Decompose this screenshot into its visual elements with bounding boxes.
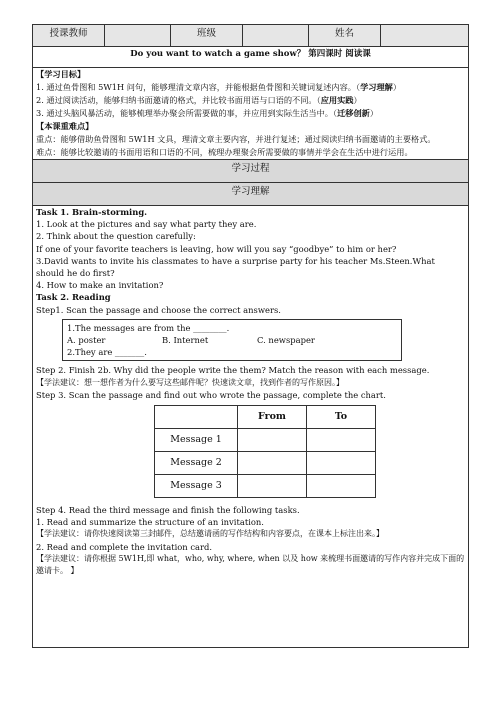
quiz-box	[62, 319, 402, 362]
chart-cell-from[interactable]	[238, 452, 307, 475]
task1-q2-detail: If one of your favorite teachers is leaving, how will you say “goodbye” to him or her?	[36, 243, 397, 254]
keypoint-key: 重点：能够借助鱼骨图和 5W1H 文具，理清文章主要内容，并进行复述；通过阅读归纳书面邀请的主要格式。	[36, 134, 436, 144]
chart-col-from: From	[238, 406, 307, 429]
chart-col-to: To	[307, 406, 376, 429]
tip-2: 【学法建议：请你快速阅读第三封邮件，总结邀请函的写作结构和内容要点，在课本上标注出来。】	[36, 529, 384, 539]
tasks-row	[33, 206, 469, 648]
tasks-cell	[33, 206, 469, 648]
worksheet-table	[32, 24, 469, 648]
section-understanding: 学习理解	[33, 183, 469, 206]
lesson-title: Do you want to watch a game show？ 第四课时 阅读课	[33, 47, 469, 68]
task2-step4: Step 4. Read the third message and finish the following tasks.	[36, 505, 300, 516]
chart-header-row	[155, 406, 376, 429]
chart-cell-to[interactable]	[307, 475, 376, 498]
task1-q4: 4. How to make an invitation?	[36, 280, 164, 291]
chart-cell-from[interactable]	[238, 475, 307, 498]
author-chart	[154, 405, 376, 498]
chart-cell-from[interactable]	[238, 429, 307, 452]
quiz-q2: 2.They are _______.	[67, 347, 147, 358]
task2-heading: Task 2. Reading	[36, 292, 111, 303]
quiz-option-c[interactable]: C. newspaper	[257, 335, 315, 346]
objectives-cell	[33, 68, 469, 160]
chart-row	[155, 475, 376, 498]
chart-corner	[155, 406, 238, 429]
chart-cell-to[interactable]	[307, 429, 376, 452]
quiz-options	[67, 334, 397, 346]
task1-heading: Task 1. Brain-storming.	[36, 207, 148, 217]
task2-step1: Step1. Scan the passage and choose the correct answers.	[36, 304, 281, 315]
process-row	[33, 160, 469, 183]
teacher-value[interactable]	[105, 25, 171, 47]
class-label: 班级	[171, 25, 243, 47]
tip-1: 【学法建议：想一想作者为什么要写这些邮件呢？快速读文章，找到作者的写作原因。】	[36, 377, 344, 387]
understanding-row	[33, 183, 469, 206]
title-row	[33, 47, 469, 68]
teacher-label: 授课教师	[33, 25, 105, 47]
chart-row-label: Message 1	[155, 429, 238, 452]
chart-row-label: Message 3	[155, 475, 238, 498]
header-row	[33, 25, 469, 47]
task2-t2: 2. Read and complete the invitation card.	[36, 541, 213, 552]
chart-cell-to[interactable]	[307, 452, 376, 475]
objective-2: 2. 通过阅读活动，能够归纳书面邀请的格式，并比较书面用语与口语的不同。（应用实践）	[36, 95, 362, 105]
task1-q1: 1. Look at the pictures and say what party they are.	[36, 219, 257, 230]
task2-step3: Step 3. Scan the passage and find out who wrote the passage, complete the chart.	[36, 389, 386, 400]
name-label: 姓名	[309, 25, 381, 47]
keypoint-difficult: 难点：能够比较邀请的书面用语和口语的不同，梳理办理聚会所需要做的事情并学会在生活中进行运用。	[36, 147, 413, 157]
objectives-heading: 【学习目标】	[36, 69, 86, 79]
quiz-option-a[interactable]: A. poster	[67, 335, 106, 346]
objective-3: 3. 通过头脑风暴活动，能够梳理举办聚会所需要做的事，并应用到实际生活当中。（迁移创新）	[36, 108, 379, 118]
section-process: 学习过程	[33, 160, 469, 183]
task1-q2: 2. Think about the question carefully:	[36, 231, 196, 242]
worksheet	[32, 24, 468, 648]
class-value[interactable]	[243, 25, 309, 47]
task2-step2: Step 2. Finish 2b. Why did the people write the them? Match the reason with each message.	[36, 365, 430, 376]
objectives-row	[33, 68, 469, 160]
objective-1: 1. 通过鱼骨图和 5W1H 问句，能够理清文章内容，并能根据鱼骨图和关键词复述内容。（学习理解）	[36, 82, 402, 92]
quiz-option-b[interactable]: B. Internet	[162, 335, 209, 346]
quiz-q1: 1.The messages are from the ________.	[67, 322, 230, 333]
chart-row	[155, 452, 376, 475]
keypoints-heading: 【本课重难点】	[36, 121, 94, 131]
name-value[interactable]	[381, 25, 469, 47]
tip-3: 【学法建议：请你根据 5W1H,即 what，who, why, where, when 以及 how 来梳理书面邀请的写作内容并完成下面的邀请卡。 】	[36, 553, 465, 576]
task1-q3: 3.David wants to invite his classmates to have a surprise party for his teacher Ms.Steen.What should he do first?	[36, 255, 435, 279]
task2-t1: 1. Read and summarize the structure of an invitation.	[36, 517, 264, 528]
chart-row	[155, 429, 376, 452]
chart-row-label: Message 2	[155, 452, 238, 475]
